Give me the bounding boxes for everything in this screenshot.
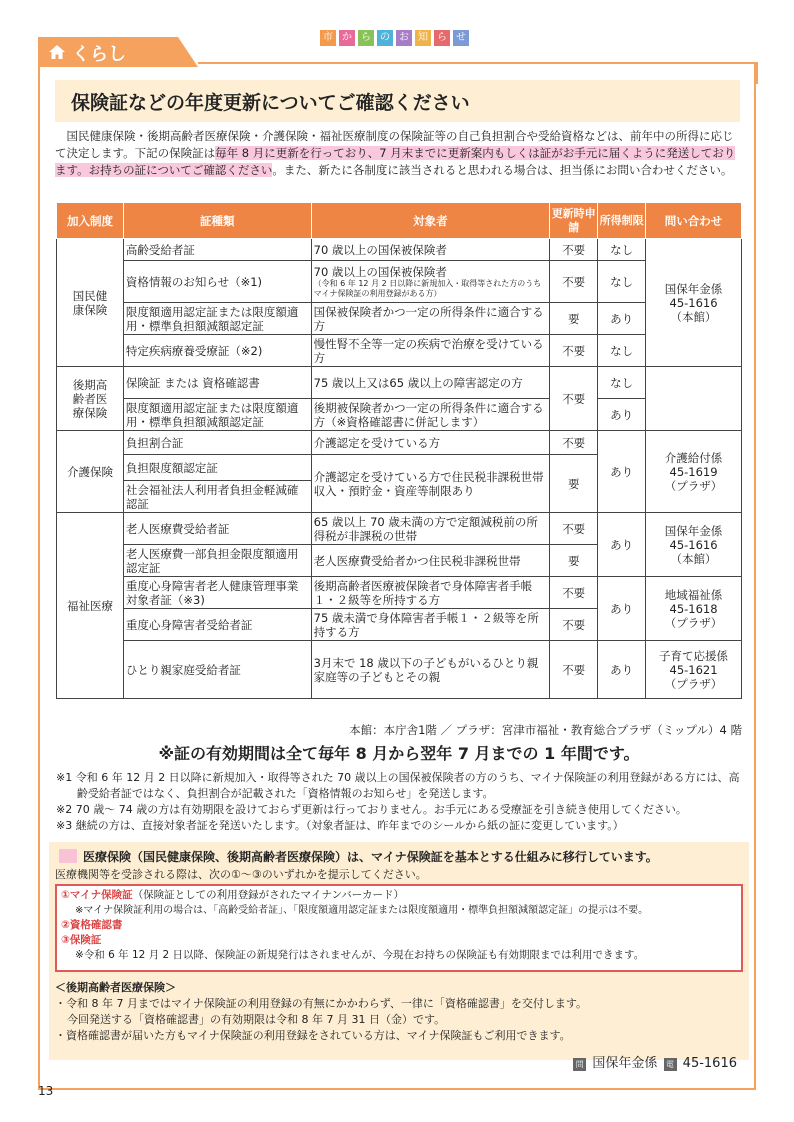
locations-note: 本館：本庁舎1階 ／ プラザ：宮津市福祉・教育総合プラザ（ミップル）4 階 bbox=[349, 723, 742, 737]
footer-contact-section: 国保年金係 bbox=[592, 1056, 658, 1071]
target-cell: 75 歳未満で身体障害者手帳１・２級等を所持する方 bbox=[311, 609, 550, 641]
contact-cell bbox=[646, 641, 742, 699]
table-row bbox=[57, 303, 742, 335]
notice-char: か bbox=[339, 30, 355, 46]
target-cell: 75 歳以上又は65 歳以上の障害認定の方 bbox=[311, 367, 550, 399]
notice-char: の bbox=[377, 30, 393, 46]
option-1-detail: ※マイナ保険証利用の場合は、「高齢受給者証」、「限度額適用認定証または限度額適用・標準負担額減額認定証」の提示は不要。 bbox=[75, 905, 649, 916]
options-box bbox=[55, 884, 743, 972]
contact-place: （本館） bbox=[670, 309, 717, 324]
house-icon bbox=[48, 44, 66, 60]
transition-sub: 医療機関等を受診される際は、次の①～③のいずれかを提示してください。 bbox=[55, 868, 427, 881]
page-title: 保険証などの年度更新についてご確認ください bbox=[71, 92, 470, 114]
income-cell: あり bbox=[598, 577, 646, 641]
title-box bbox=[55, 80, 740, 122]
type-cell: 資格情報のお知らせ（※1) bbox=[123, 261, 311, 303]
target-cell: 70 歳以上の国保被保険者 bbox=[311, 239, 550, 261]
type-cell: 老人医療費一部負担金限度額適用認定証 bbox=[123, 545, 311, 577]
elder-heading: ＜後期高齢者医療保険＞ bbox=[55, 981, 176, 994]
renew-cell: 不要 bbox=[550, 367, 598, 431]
footnote: ※2 70 歳～ 74 歳の方は有効期限を設けておらず更新は行っておりません。お手元にある受療証を引き続き使用してください。 bbox=[56, 803, 687, 816]
option-3-detail: ※令和 6 年 12 月 2 日以降、保険証の新規発行はされませんが、今現在お持ちの保険証も有効期限までは利用できます。 bbox=[75, 949, 645, 961]
target-cell: 後期被保険者かつ一定の所得条件に適合する方（※資格確認書に併記します） bbox=[311, 399, 550, 431]
type-cell: 社会福祉法人利用者負担金軽減確認証 bbox=[123, 481, 311, 513]
target-cell: 3月末で 18 歳以下の子どもがいるひとり親家庭等の子どもとその親 bbox=[311, 641, 550, 699]
target-note: （令和 6 年 12 月 2 日以降に新規加入・取得等された方のうちマイナ保険証の利用登録がある方） bbox=[313, 278, 542, 298]
header-target: 対象者 bbox=[311, 203, 550, 239]
table-row bbox=[57, 261, 742, 303]
elder-section bbox=[55, 980, 745, 1044]
transition-heading-text: 医療保険（国民健康保険、後期高齢者医療保険）は、マイナ保険証を基本とする仕組みに移行しています。 bbox=[83, 850, 658, 864]
elder-line: 今回発送する「資格確認書」の有効期限は令和 8 年 7 月 31 日（金）です。 bbox=[67, 1013, 446, 1026]
renew-cell: 不要 bbox=[550, 239, 598, 261]
contact-phone: 45-1619 bbox=[669, 464, 718, 479]
notice-char: 市 bbox=[320, 30, 336, 46]
inquiry-icon: 問 bbox=[573, 1058, 586, 1071]
notice-char: せ bbox=[453, 30, 469, 46]
renew-cell: 不要 bbox=[550, 641, 598, 699]
certificate-table bbox=[56, 202, 742, 699]
contact-place: （プラザ） bbox=[664, 478, 723, 493]
notice-char: 知 bbox=[415, 30, 431, 46]
notice-char: ら bbox=[358, 30, 374, 46]
category-label: くらし bbox=[72, 44, 126, 65]
type-cell: 重度心身障害者老人健康管理事業対象者証（※3) bbox=[123, 577, 311, 609]
target-cell bbox=[311, 261, 550, 303]
renew-cell: 不要 bbox=[550, 513, 598, 545]
footnotes bbox=[56, 770, 742, 834]
contact-place: （本館） bbox=[670, 551, 717, 566]
transition-heading bbox=[59, 848, 658, 865]
header-renew: 更新時申請 bbox=[550, 203, 598, 239]
type-cell: 老人医療費受給者証 bbox=[123, 513, 311, 545]
intro-text-2: 。また、新たに各制度に該当されると思われる場合は、担当係にお問い合わせください。 bbox=[272, 163, 733, 177]
renew-cell: 不要 bbox=[550, 577, 598, 609]
table-row bbox=[57, 513, 742, 545]
income-cell: あり bbox=[598, 641, 646, 699]
contact-cell bbox=[646, 431, 742, 513]
income-cell: あり bbox=[598, 399, 646, 431]
intro-paragraph bbox=[55, 128, 743, 179]
phone-icon: 電 bbox=[664, 1058, 677, 1071]
renew-cell: 要 bbox=[550, 545, 598, 577]
target-cell: 介護認定を受けている方で住民税非課税世帯収入・預貯金・資産等制限あり bbox=[311, 455, 550, 513]
intro-highlight: 毎年 8 月に更新を行っており、7 月末までに更新案内もしくは証がお手元に届くように発送しております。お持ちの証についてご確認ください bbox=[55, 146, 736, 177]
type-cell: 負担割合証 bbox=[123, 431, 311, 455]
validity-statement: ※証の有効期間は全て毎年 8 月から翌年 7 月までの 1 年間です。 bbox=[158, 744, 640, 763]
contact-phone: 45-1618 bbox=[669, 601, 718, 616]
renew-cell: 不要 bbox=[550, 335, 598, 367]
option-3-label: ③保険証 bbox=[61, 934, 102, 946]
income-cell: あり bbox=[598, 513, 646, 577]
contact-cell-empty bbox=[646, 367, 742, 431]
type-cell: 限度額適用認定証または限度額適用・標準負担額減額認定証 bbox=[123, 399, 311, 431]
system-cell: 福祉医療 bbox=[57, 513, 124, 699]
contact-phone: 45-1621 bbox=[669, 662, 718, 677]
table-row bbox=[57, 577, 742, 609]
type-cell: 限度額適用認定証または限度額適用・標準負担額減額認定証 bbox=[123, 303, 311, 335]
target-cell: 国保被保険者かつ一定の所得条件に適合する方 bbox=[311, 303, 550, 335]
target-cell: 老人医療費受給者かつ住民税非課税世帯 bbox=[311, 545, 550, 577]
option-1-note: （保険証としての利用登録がされたマイナンバーカード） bbox=[132, 889, 405, 901]
header-income: 所得制限 bbox=[598, 203, 646, 239]
income-cell: あり bbox=[598, 303, 646, 335]
notice-char: ら bbox=[434, 30, 450, 46]
income-cell: なし bbox=[598, 239, 646, 261]
table-row bbox=[57, 641, 742, 699]
footnote: ※3 継続の方は、直接対象者証を発送いたします。（対象者証は、昨年までのシールから紙の証に変更しています。） bbox=[56, 819, 624, 832]
type-cell: 特定疾病療養受療証（※2) bbox=[123, 335, 311, 367]
renew-cell: 要 bbox=[550, 455, 598, 513]
elder-line: ・資格確認書が届いた方もマイナ保険証の利用登録をされている方は、マイナ保険証もご利用できます。 bbox=[55, 1029, 571, 1042]
option-1-label: ①マイナ保険証 bbox=[61, 889, 133, 901]
renew-cell: 不要 bbox=[550, 261, 598, 303]
contact-cell bbox=[646, 577, 742, 641]
contact-cell bbox=[646, 239, 742, 367]
target-main: 70 歳以上の国保被保険者 bbox=[313, 264, 447, 279]
elder-line: ・令和 8 年 7 月まではマイナ保険証の利用登録の有無にかかわらず、一律に「資格確認書」を交付します。 bbox=[55, 997, 587, 1010]
contact-section: 国保年金係 bbox=[664, 281, 723, 296]
target-cell: 後期高齢者医療被保険者で身体障害者手帳１・２級等を所持する方 bbox=[311, 577, 550, 609]
table-row bbox=[57, 431, 742, 455]
header-contact: 問い合わせ bbox=[646, 203, 742, 239]
renew-cell: 不要 bbox=[550, 609, 598, 641]
contact-phone: 45-1616 bbox=[669, 295, 718, 310]
system-cell: 国民健康保険 bbox=[57, 239, 124, 367]
income-cell: なし bbox=[598, 367, 646, 399]
renew-cell: 不要 bbox=[550, 431, 598, 455]
contact-phone: 45-1616 bbox=[669, 537, 718, 552]
system-cell: 介護保険 bbox=[57, 431, 124, 513]
income-cell: あり bbox=[598, 431, 646, 513]
footnote: ※1 令和 6 年 12 月 2 日以降に新規加入・取得等された 70 歳以上の国保被保険者の方のうち、マイナ保険証の利用登録がある方には、高齢受給者証ではなく、負担割合が記載された「資格情報のお知らせ」を発送します。 bbox=[56, 771, 740, 800]
contact-section: 地域福祉係 bbox=[664, 587, 723, 602]
intro-text-1: 国民健康保険・後期高齢者医療保険・介護保険・福祉医療制度の保険証等の自己負担割合や受給資格などは、前年中の所得に応じて決定します。下記の保険証は bbox=[55, 129, 734, 160]
target-cell: 慢性腎不全等一定の疾病で治療を受けている方 bbox=[311, 335, 550, 367]
header-system: 加入制度 bbox=[57, 203, 124, 239]
table-row bbox=[57, 239, 742, 261]
contact-section: 子育て応援係 bbox=[659, 648, 729, 663]
contact-place: （プラザ） bbox=[664, 676, 723, 691]
notice-char: お bbox=[396, 30, 412, 46]
table-row bbox=[57, 335, 742, 367]
footer-contact bbox=[571, 1052, 737, 1071]
option-2-label: ②資格確認書 bbox=[61, 919, 123, 931]
mynumber-transition-box bbox=[49, 842, 749, 1071]
header-type: 証種類 bbox=[123, 203, 311, 239]
renew-cell: 要 bbox=[550, 303, 598, 335]
type-cell: 負担限度額認定証 bbox=[123, 455, 311, 481]
table-header-row bbox=[57, 203, 742, 239]
target-cell: 介護認定を受けている方 bbox=[311, 431, 550, 455]
income-cell: なし bbox=[598, 335, 646, 367]
type-cell: 重度心身障害者受給者証 bbox=[123, 609, 311, 641]
table-row bbox=[57, 399, 742, 431]
page-number: 13 bbox=[38, 1084, 54, 1098]
type-cell: 保険証 または 資格確認書 bbox=[123, 367, 311, 399]
footer-contact-phone: 45-1616 bbox=[682, 1056, 737, 1071]
contact-section: 国保年金係 bbox=[664, 523, 723, 538]
page-frame-top bbox=[198, 62, 738, 64]
type-cell: 高齢受給者証 bbox=[123, 239, 311, 261]
system-cell: 後期高齢者医療保険 bbox=[57, 367, 124, 431]
option-1 bbox=[61, 888, 737, 903]
notice-strip bbox=[320, 30, 469, 46]
heading-marker bbox=[59, 849, 77, 863]
income-cell: なし bbox=[598, 261, 646, 303]
type-cell: ひとり親家庭受給者証 bbox=[123, 641, 311, 699]
contact-cell bbox=[646, 513, 742, 577]
contact-section: 介護給付係 bbox=[664, 450, 723, 465]
contact-place: （プラザ） bbox=[664, 615, 723, 630]
table-row bbox=[57, 367, 742, 399]
target-cell: 65 歳以上 70 歳未満の方で定額減税前の所得税が非課税の世帯 bbox=[311, 513, 550, 545]
